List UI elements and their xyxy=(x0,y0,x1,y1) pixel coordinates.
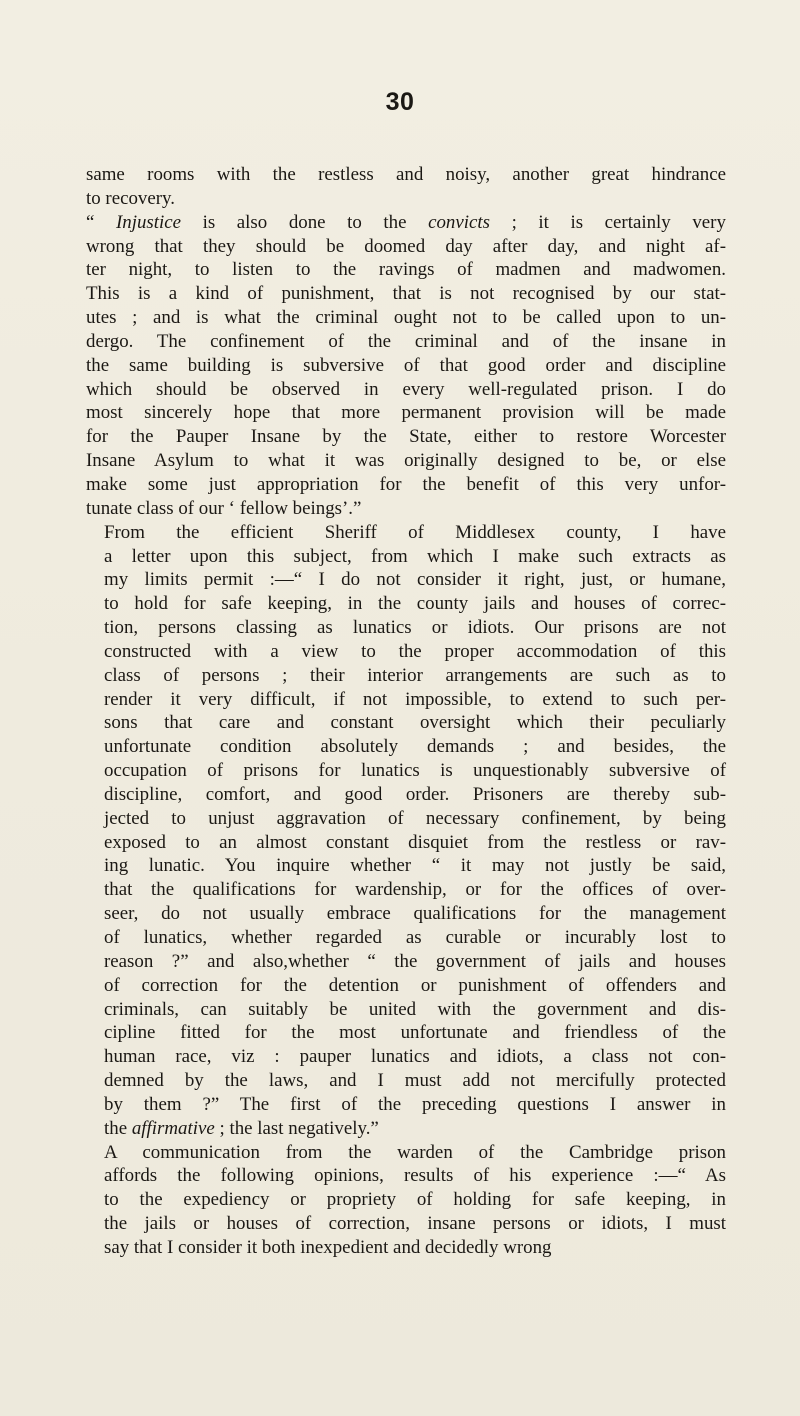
text-line: seer, do not usually embrace qualifications for the management xyxy=(104,903,726,925)
paragraph-sheriff-letter xyxy=(86,521,726,1141)
text-line: criminals, can suitably be united with the government and dis- xyxy=(104,998,726,1020)
text-line: same rooms with the restless and noisy, another great hindrance xyxy=(86,164,726,185)
paragraph-cambridge-warden xyxy=(86,1141,726,1260)
text-line: tunate class of our ‘ fellow beings’.” xyxy=(86,497,362,519)
text-line: my limits permit :—“ I do not consider it right, just, or humane, xyxy=(104,569,726,591)
text-line: that the qualifications for wardenship, or for the offices of over- xyxy=(104,879,726,901)
text-line: which should be observed in every well-regulated prison. I do xyxy=(86,378,726,400)
text-line: reason ?” and also,whether “ the government of jails and houses xyxy=(104,950,726,972)
text-line: ter night, to listen to the ravings of madmen and madwomen. xyxy=(86,259,726,281)
text-line: From the efficient Sheriff of Middlesex county, I have xyxy=(104,521,726,543)
text-line: jected to unjust aggravation of necessary confinement, by being xyxy=(104,807,726,829)
text-line: to the expediency or propriety of holding for safe keeping, in xyxy=(104,1189,726,1211)
text-line: by them ?” The first of the preceding questions I answer in xyxy=(104,1093,726,1115)
paragraph-continuation xyxy=(86,163,726,211)
text-line: render it very difficult, if not impossible, to extend to such per- xyxy=(104,688,726,710)
text-line: A communication from the warden of the Cambridge prison xyxy=(104,1141,726,1163)
text-line: sons that care and constant oversight which their peculiarly xyxy=(104,712,726,734)
text-line: tion, persons classing as lunatics or idiots. Our prisons are not xyxy=(104,617,726,639)
text-line: say that I consider it both inexpedient and decidedly wrong xyxy=(104,1236,552,1258)
text-line: unfortunate condition absolutely demands ; and besides, the xyxy=(104,736,726,758)
text-line: human race, viz : pauper lunatics and idiots, a class not con- xyxy=(104,1046,726,1068)
text-line: ing lunatic. You inquire whether “ it may not justly be said, xyxy=(104,855,726,877)
text-line-styled: the affirmative ; the last negatively.” xyxy=(104,1117,379,1139)
text-line: Insane Asylum to what it was originally designed to be, or else xyxy=(86,450,726,472)
text-line: to recovery. xyxy=(86,187,175,209)
body-text xyxy=(86,163,726,1260)
text-line: for the Pauper Insane by the State, either to restore Worcester xyxy=(86,426,726,448)
text-line: the same building is subversive of that good order and discipline xyxy=(86,354,726,376)
text-line: demned by the laws, and I must add not mercifully protected xyxy=(104,1070,726,1092)
text-line: of correction for the detention or punishment of offenders and xyxy=(104,974,726,996)
text-line: cipline fitted for the most unfortunate and friendless of the xyxy=(104,1022,726,1044)
paragraph-injustice-quote xyxy=(86,211,726,521)
text-line: wrong that they should be doomed day after day, and night af- xyxy=(86,235,726,257)
text-line: This is a kind of punishment, that is not recognised by our stat- xyxy=(86,283,726,305)
text-line: to hold for safe keeping, in the county jails and houses of correc- xyxy=(104,593,726,615)
text-line: exposed to an almost constant disquiet from the restless or rav- xyxy=(104,831,726,853)
text-line: the jails or houses of correction, insane persons or idiots, I must xyxy=(104,1213,726,1235)
text-line: utes ; and is what the criminal ought not to be called upon to un- xyxy=(86,307,726,329)
text-line: of lunatics, whether regarded as curable or incurably lost to xyxy=(104,927,726,948)
text-line: constructed with a view to the proper accommodation of this xyxy=(104,640,726,662)
text-line: class of persons ; their interior arrangements are such as to xyxy=(104,664,726,686)
text-line: make some just appropriation for the benefit of this very unfor- xyxy=(86,473,726,495)
text-line: most sincerely hope that more permanent provision will be made xyxy=(86,402,726,424)
text-line: discipline, comfort, and good order. Prisoners are thereby sub- xyxy=(104,783,726,805)
text-line: affords the following opinions, results of his experience :—“ As xyxy=(104,1165,726,1187)
text-line: occupation of prisons for lunatics is unquestionably subversive of xyxy=(104,760,726,782)
text-line-styled: “ Injustice is also done to the convicts ; it is certainly very xyxy=(86,211,726,233)
text-line: dergo. The confinement of the criminal and of the insane in xyxy=(86,330,726,352)
text-line: a letter upon this subject, from which I make such extracts as xyxy=(104,545,726,567)
page-number: 30 xyxy=(385,88,415,116)
